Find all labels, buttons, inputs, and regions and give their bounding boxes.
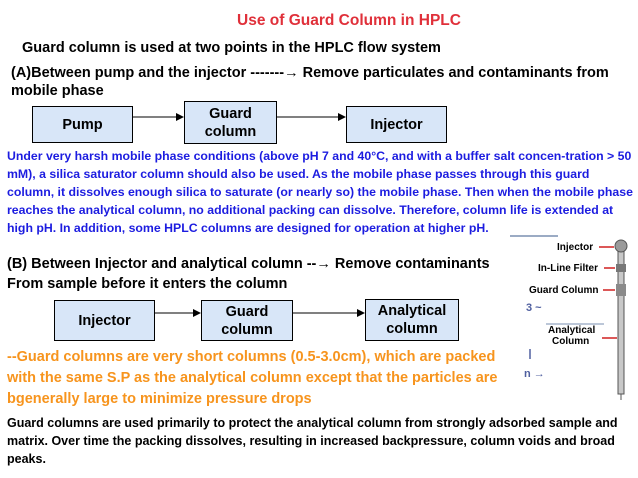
page-title: Use of Guard Column in HPLC	[237, 12, 461, 29]
section-b-heading	[7, 254, 527, 294]
intro-text: Guard column is used at two points in the HPLC flow system	[22, 40, 441, 56]
guard-column-box-b-label: Guard column	[221, 303, 273, 338]
injector-valve-icon	[615, 240, 627, 252]
injector-box-b-label: Injector	[78, 312, 131, 329]
label-guard-column: Guard Column	[529, 285, 599, 296]
column-assembly-figure	[500, 234, 638, 400]
guard-column-box-b	[201, 300, 293, 341]
fragment-3: 3 ~	[526, 302, 542, 314]
guard-column-box-a-label: Guard column	[204, 105, 257, 140]
guard-column-purpose-paragraph: Guard columns are used primarily to protect the analytical column from strongly adsorbed sample and matrix. Over time the packing dissolves, resulting in increased backpressure, column voids and broad peaks.	[7, 416, 618, 466]
guard-column-size-paragraph: --Guard columns are very short columns (0.5-3.0cm), which are packed with the same S.P as the analytical column except that the particles are bgenerally large to minimize pressure drops	[7, 349, 498, 407]
label-analytical-column-line2: Column	[552, 336, 590, 347]
inline-filter-icon	[616, 264, 626, 272]
label-analytical-column-text: Analytical	[548, 325, 596, 336]
silica-saturator-paragraph: Under very harsh mobile phase conditions (above pH 7 and 40°C, and with a buffer salt concen-tration > 50 mM), a silica saturator column should also be used. As the mobile phase passes through this guard column, it dissolves enough silica to saturate (or nearly so) the mobile phase. Then when the mobile phase reaches the analytical column, no additional packing can dissolve. Therefore, column life is extended at high pH. In addition, some HPLC columns are designed for operation at higher pH.	[7, 149, 633, 235]
analytical-column-box	[365, 299, 459, 341]
pump-box-label: Pump	[62, 116, 103, 133]
injector-box-a-label: Injector	[370, 116, 423, 133]
section-a-heading: (A)Between pump and the injector -------→ Remove particulates and contaminants from mobile phase	[11, 65, 609, 99]
section-b-line2: From sample before it enters the column	[7, 276, 288, 292]
label-inline-filter: In-Line Filter	[538, 263, 598, 274]
injector-box-b	[54, 300, 155, 341]
section-b-line1: (B) Between Injector and analytical column --→ Remove contaminants	[7, 256, 490, 272]
analytical-column-box-label: Analytical column	[377, 303, 447, 337]
fragment-n-arrow: n →	[524, 368, 545, 380]
guard-column-icon	[616, 284, 626, 296]
label-injector: Injector	[557, 242, 594, 253]
